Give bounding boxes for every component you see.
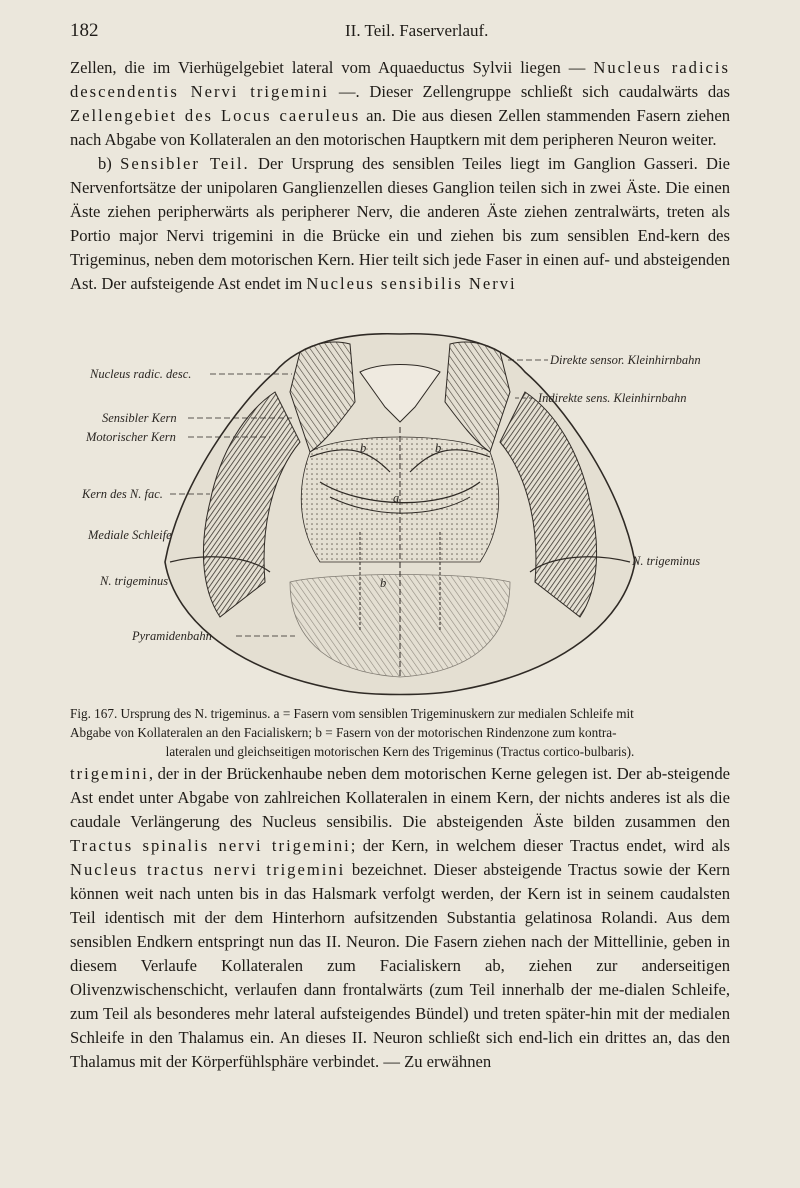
spaced-term: Nucleus tractus nervi trigemini — [70, 860, 346, 879]
running-head: II. Teil. Faserverlauf. — [345, 21, 489, 40]
label-motorischer-kern: Motorischer Kern — [86, 430, 176, 444]
label-n-trigeminus-right: N. trigeminus — [632, 554, 701, 568]
page-number: 182 — [70, 20, 99, 41]
letter-a: a — [393, 491, 400, 505]
caption-line-2: Abgabe von Kollateralen an den Facialiskern; b = Fasern von der motorischen Rindenzone zum kontra- — [70, 725, 617, 740]
letter-b-left: b — [360, 441, 367, 455]
paragraph-1: Zellen, die im Vierhügelgebiet lateral vom Aquaeductus Sylvii liegen — Nucleus radicis descendentis Nervi trigemini —. Dieser Zellengruppe schließt sich caudalwärts das Zellengebiet des Locus caeruleus an. Die aus diesen Zellen stammenden Fasern ziehen nach Abgabe von Kollateralen an den motorischen Hauptkern mit dem peripheren Neuron weiter. — [70, 58, 730, 149]
label-sensibler-kern: Sensibler Kern — [102, 411, 177, 425]
brainstem-section-illustration — [60, 332, 740, 700]
label-nucleus-radic-desc: Nucleus radic. desc. — [90, 367, 192, 381]
figure-167 — [60, 332, 740, 700]
spaced-term: Tractus spinalis nervi trigemini — [70, 836, 351, 855]
spaced-term: Nucleus sensibilis Nervi — [306, 274, 517, 293]
letter-b-lower: b — [380, 576, 387, 590]
spaced-term: Zellengebiet des Locus caeruleus — [70, 106, 361, 125]
label-pyramidenbahn: Pyramidenbahn — [132, 629, 212, 643]
figure-caption — [70, 704, 730, 761]
letter-b-right: b — [435, 441, 442, 455]
label-indirekte-kleinhirnbahn: Indirekte sens. Kleinhirnbahn — [538, 391, 687, 405]
caption-line-3: lateralen und gleichseitigen motorischen Kern des Trigeminus (Tractus cortico-bulbaris). — [165, 744, 635, 759]
text-block-top — [70, 56, 730, 296]
page-header — [70, 20, 730, 46]
label-kern-des-n-fac: Kern des N. fac. — [82, 487, 163, 501]
paragraph-2: b) Sensibler Teil. Der Ursprung des sensiblen Teiles liegt im Ganglion Gasseri. Die Nervenfortsätze der unipolaren Ganglienzellen dieses Ganglion teilen sich in zwei Äste. Die einen Äste ziehen peripherwärts als peripherer Nerv, die anderen Äste ziehen zentralwärts, treten als Portio major Nervi trigemini in die Brücke ein und ziehen bis zum sensiblen End-kern des Trigeminus, neben dem motorischen Kern. Hier teilt sich jede Faser in einen auf- und absteigenden Ast. Der aufsteigende Ast endet im Nucleus sensibilis Nervi — [70, 154, 731, 293]
label-direkte-kleinhirnbahn: Direkte sensor. Kleinhirnbahn — [550, 353, 701, 367]
spaced-term: trigemini — [70, 764, 149, 783]
paragraph-3: trigemini, der in der Brückenhaube neben dem motorischen Kerne gelegen ist. Der ab-steigende Ast endet unter Abgabe von zahlreichen Kollateralen in einem Kern, der nichts anderes ist als die caudale Verlängerung des Nucleus sensibilis. Die absteigenden Äste bilden zusammen den Tractus spinalis nervi trigemini; der Kern, in welchem dieser Tractus endet, wird als Nucleus tractus nervi trigemini bezeichnet. Dieser absteigende Tractus sowie der Kern können weit nach unten bis in das Halsmark verfolgt werden, der Kern ist in seinem caudalsten Teil identisch mit der dem Hinterhorn aufsitzenden Substantia gelatinosa Rolandi. Aus dem sensiblen Endkern entspringt nun das II. Neuron. Die Fasern ziehen nach der Mittellinie, geben in diesem Verlaufe Kollateralen zum Facialiskern ab, ziehen zur anderseitigen Olivenzwischenschicht, verlaufen dann frontalwärts (zum Teil innerhalb der me-dialen Schleife, zum Teil als besonderes mehr lateral aufsteigendes Bündel) und treten später-hin mit der medialen Schleife in den Thalamus ein. An dieses II. Neuron schließt sich end-lich ein drittes an, das den Thalamus mit der Körperfühlsphäre verbindet. — Zu erwähnen — [70, 764, 730, 1071]
section-heading: Sensibler Teil. — [120, 154, 250, 173]
caption-line-1: Fig. 167. Ursprung des N. trigeminus. a = Fasern vom sensiblen Trigeminuskern zur medialen Schleife mit — [70, 706, 634, 721]
text-block-bottom — [70, 762, 730, 1074]
label-mediale-schleife: Mediale Schleife — [88, 528, 172, 542]
spaced-term: Nucleus radicis descendentis Nervi trigemini — [70, 58, 730, 101]
label-n-trigeminus-left: N. trigeminus — [100, 574, 169, 588]
